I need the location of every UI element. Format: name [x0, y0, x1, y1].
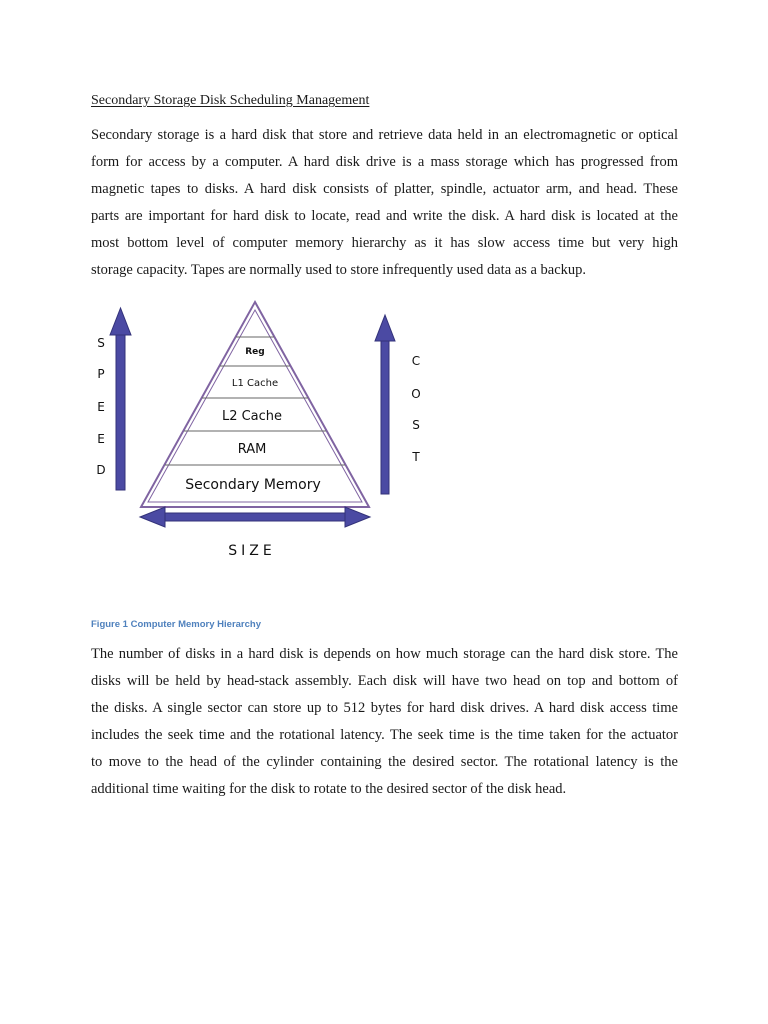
level-label-reg: Reg [245, 347, 265, 357]
speed-arrow-head [110, 308, 131, 335]
level-label-secondary: Secondary Memory [185, 477, 321, 493]
cost-letter: T [412, 450, 420, 464]
paragraph-line: includes the seek time and the rotational latency. The seek time is the time taken for the actuator [91, 727, 678, 743]
paragraph-line: most bottom level of computer memory hierarchy as it has slow access time but very high [91, 235, 678, 251]
speed-arrow-shaft [116, 333, 125, 490]
paragraph-line: The number of disks in a hard disk is depends on how much storage can the hard disk store. The [91, 646, 678, 662]
paragraph-line: to move to the head of the cylinder containing the desired sector. The rotational latency is the [91, 754, 678, 770]
paragraph-disks [91, 641, 678, 803]
paragraph-line: Secondary storage is a hard disk that store and retrieve data held in an electromagnetic or optical [91, 127, 678, 143]
size-arrow-shaft [163, 513, 347, 521]
paragraph-line: the disks. A single sector can store up to 512 bytes for hard disk drives. A hard disk access time [91, 700, 678, 716]
document-heading: Secondary Storage Disk Scheduling Management [91, 93, 370, 108]
paragraph-line: additional time waiting for the disk to rotate to the desired sector of the disk head. [91, 781, 567, 797]
memory-hierarchy-diagram [80, 295, 440, 575]
cost-arrow-shaft [381, 339, 389, 494]
speed-letter: E [97, 432, 105, 446]
size-arrow-head-left [140, 507, 165, 527]
size-arrow-head-right [345, 507, 370, 527]
level-label-l1: L1 Cache [231, 378, 279, 389]
level-label-l2: L2 Cache [221, 409, 283, 424]
paragraph-line: storage capacity. Tapes are normally used to store infrequently used data as a backup. [91, 262, 587, 278]
cost-letter: C [411, 354, 421, 368]
cost-letter: O [411, 387, 421, 401]
paragraph-line: disks will be held by head-stack assembly. Each disk will have two head on top and bottom of [91, 673, 678, 689]
paragraph-line: magnetic tapes to disks. A hard disk consists of platter, spindle, actuator arm, and head. These [91, 181, 678, 197]
paragraph-intro [91, 122, 678, 284]
figure-caption: Figure 1 Computer Memory Hierarchy [91, 619, 261, 630]
speed-letter: D [96, 463, 106, 477]
level-label-ram: RAM [237, 442, 267, 457]
paragraph-line: form for access by a computer. A hard disk drive is a mass storage which has progressed from [91, 154, 678, 170]
speed-letter: P [97, 367, 105, 381]
memory-hierarchy-figure [80, 295, 440, 575]
speed-letter: S [97, 336, 105, 350]
cost-arrow-head [375, 315, 395, 341]
cost-letter: S [412, 418, 420, 432]
paragraph-line: parts are important for hard disk to locate, read and write the disk. A hard disk is located at the [91, 208, 678, 224]
speed-letter: E [97, 400, 105, 414]
size-label: SIZE [228, 543, 276, 559]
